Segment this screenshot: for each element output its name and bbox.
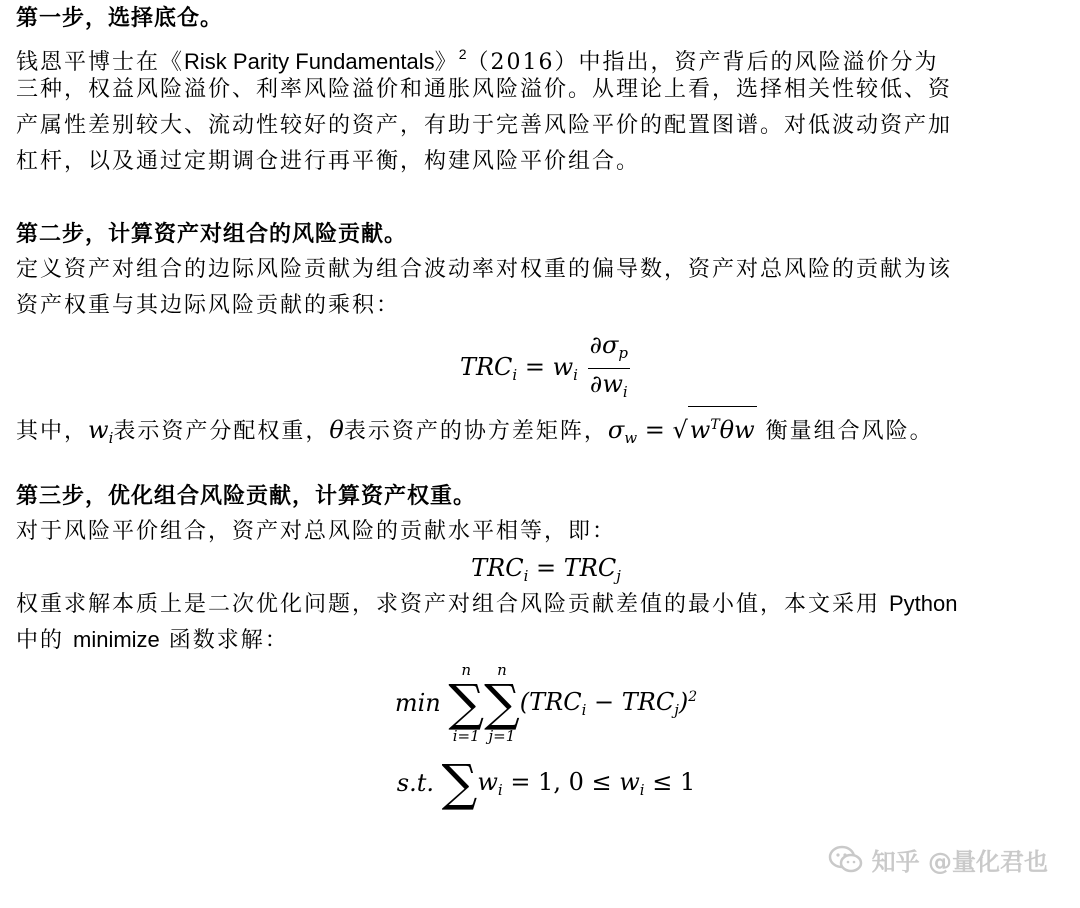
- spacer: [16, 180, 1076, 216]
- eq2-square: 2: [688, 688, 698, 705]
- section1-line1-b: 》: [434, 50, 459, 75]
- document-body: [16, 0, 1076, 818]
- eq2-close: ): [678, 687, 689, 716]
- where-sigma: σ: [607, 416, 625, 444]
- section1-line2: 三种，权益风险溢价、利率风险溢价和通胀风险溢价。从理论上看，选择相关性较低、资: [16, 77, 953, 102]
- spacer: [16, 442, 1076, 478]
- partial-fraction: [588, 330, 630, 407]
- section2-line2: 资产权重与其边际风险贡献的乘积：: [16, 293, 401, 318]
- section1-heading: 第一步，选择底仓。: [16, 5, 224, 31]
- trc-equality: [16, 550, 1076, 586]
- eq1-b: TRC: [563, 554, 617, 582]
- eq1-b-sub: j: [616, 567, 621, 585]
- section3-heading: 第三步，优化组合风险贡献，计算资产权重。: [16, 483, 477, 509]
- section1-line3: 产属性差别较大、流动性较好的资产，有助于完善风险平价的配置图谱。对低波动资产加: [16, 113, 953, 138]
- where-eq: =: [637, 416, 673, 444]
- line3-b: 函数求解：: [159, 628, 289, 653]
- num-sub: p: [618, 344, 629, 362]
- where-d: 衡量组合风险。: [756, 419, 934, 444]
- eq2-i: i: [581, 700, 587, 719]
- den-text: ∂w: [589, 370, 623, 398]
- eq3-rest-a: = 1, 0 ≤: [502, 767, 620, 796]
- sum-j-top: n: [497, 661, 507, 679]
- where-c: 表示资产的协方差矩阵，: [343, 419, 608, 444]
- section3-line3: [16, 622, 1076, 658]
- eq3-w: w: [477, 767, 498, 796]
- sqrt-radicand: [688, 406, 757, 448]
- sigma-symbol: ∑: [441, 754, 478, 812]
- sum-j: [484, 662, 520, 744]
- book-title: Risk Parity Fundamentals: [184, 49, 435, 74]
- eq-equals: =: [517, 353, 553, 381]
- eq3-body: [477, 767, 696, 799]
- section2-heading: 第二步，计算资产对组合的风险贡献。: [16, 221, 408, 247]
- trc-equation: [16, 324, 1076, 406]
- section1-line4: 杠杆，以及通过定期调仓进行再平衡，构建风险平价组合。: [16, 149, 641, 174]
- where-a: 其中，: [16, 419, 89, 444]
- where-theta: θ: [329, 416, 344, 444]
- wechat-icon: [828, 845, 864, 875]
- line3-a: 中的: [16, 628, 73, 653]
- where-w: w: [88, 416, 109, 444]
- where-sigma-sub: w: [624, 429, 638, 447]
- sum-constraint: [441, 754, 478, 812]
- watermark-text: 知乎 @量化君也: [871, 848, 1048, 876]
- eq1-a: TRC: [471, 554, 524, 582]
- eq3-st: s.t.: [396, 769, 434, 797]
- eq-trc-sub: i: [512, 366, 518, 384]
- section3-line2: [16, 586, 1076, 622]
- section1-line1: [16, 36, 1076, 75]
- eq2-minus: − TRC: [586, 687, 675, 716]
- num-text: ∂σ: [589, 331, 619, 359]
- minimize-text: minimize: [73, 627, 160, 652]
- fraction-denominator: [588, 369, 630, 407]
- where-b: 表示资产分配权重，: [113, 419, 330, 444]
- eq3-rest-b: ≤ 1: [644, 767, 696, 796]
- eq2-body: [519, 687, 698, 719]
- footnote-ref: 2: [458, 46, 467, 62]
- python-text: Python: [889, 591, 958, 616]
- section1-line1-a: 钱恩平博士在《: [16, 50, 185, 75]
- eq2-min: min: [394, 689, 441, 717]
- sum-i: [448, 662, 484, 744]
- rad-w: w: [689, 416, 711, 444]
- eq3-w2: w: [619, 767, 640, 796]
- section2-line1: 定义资产对组合的边际风险贡献为组合波动率对权重的偏导数，资产对总风险的贡献为该: [16, 257, 953, 282]
- rad-rest: θw: [719, 416, 755, 444]
- sigma-symbol: ∑: [484, 674, 520, 732]
- section3-line1: 对于风险平价组合，资产对总风险的贡献水平相等，即：: [16, 519, 617, 544]
- eq1-eq: =: [528, 554, 564, 582]
- sum-i-bottom: i=1: [452, 727, 480, 745]
- eq-trc: TRC: [459, 353, 513, 381]
- constraint-equation: [16, 754, 1076, 818]
- objective-equation: [16, 658, 1076, 758]
- sum-j-bottom: j=1: [488, 727, 516, 745]
- sigma-symbol: ∑: [448, 674, 485, 732]
- section1-line1-c: （2016）中指出，资产背后的风险溢价分为: [466, 50, 939, 75]
- sqrt-symbol: $√w^T\theta w$: [672, 406, 756, 448]
- watermark: [828, 842, 1048, 877]
- sum-i-top: n: [461, 661, 472, 679]
- section2-where-line: [16, 406, 1076, 447]
- eq-w: w: [552, 353, 574, 381]
- eq1-a-sub: i: [523, 567, 529, 585]
- fraction-numerator: [588, 330, 630, 369]
- eq-w-sub: i: [573, 366, 578, 384]
- eq2-a: (TRC: [519, 687, 582, 716]
- den-sub: i: [622, 383, 628, 401]
- eq2-j: j: [674, 700, 679, 719]
- where-w-sub: i: [108, 429, 114, 447]
- rad-sup: T: [710, 417, 720, 433]
- line2-a: 权重求解本质上是二次优化问题，求资产对组合风险贡献差值的最小值，本文采用: [16, 592, 889, 617]
- eq3-w-sub: i: [497, 780, 503, 799]
- eq3-w2-sub: i: [639, 780, 645, 799]
